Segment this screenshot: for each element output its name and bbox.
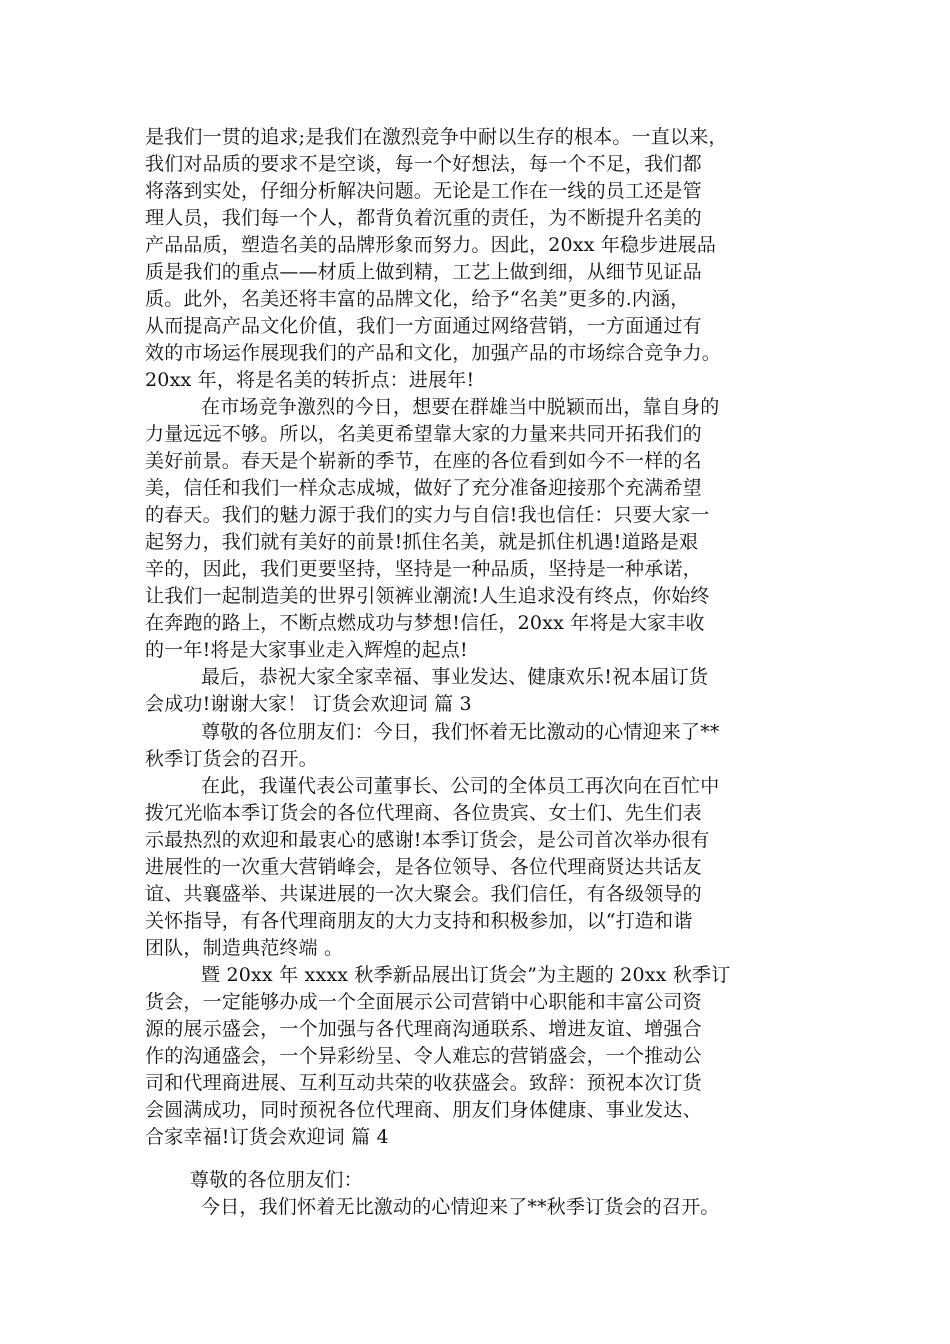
text-line: 最后，恭祝大家全家幸福、事业发达、健康欢乐!祝本届订货 — [201, 666, 709, 688]
text-block-3 — [145, 1167, 825, 1221]
text-line: 尊敬的各位朋友们：今日，我们怀着无比激动的心情迎来了** — [201, 721, 720, 743]
text-line: 货会，一定能够办成一个全面展示公司营销中心职能和丰富公司资 — [145, 991, 702, 1013]
text-line: 作的沟通盛会，一个异彩纷呈、令人难忘的营销盛会，一个推动公 — [145, 1045, 702, 1067]
text-line: 产品品质，塑造名美的品牌形象而努力。因此，20xx 年稳步进展品 — [145, 234, 717, 256]
text-line: 20xx 年，将是名美的转折点：进展年! — [145, 369, 475, 391]
text-line: 在此，我谨代表公司董事长、公司的全体员工再次向在百忙中 — [201, 775, 720, 797]
text-line: 今日，我们怀着无比激动的心情迎来了**秋季订货会的召开。 — [201, 1196, 720, 1218]
text-line: 进展性的一次重大营销峰会，是各位领导、各位代理商贤达共话友 — [145, 856, 702, 878]
text-line: 的春天。我们的魅力源于我们的实力与自信!我也信任：只要大家一 — [145, 504, 710, 526]
text-line: 起努力，我们就有美好的前景!抓住名美，就是抓住机遇!道路是艰 — [145, 531, 699, 553]
text-line: 尊敬的各位朋友们： — [190, 1169, 363, 1191]
text-line: 合家幸福!订货会欢迎词 篇 4 — [145, 1126, 389, 1148]
text-block-2 — [145, 719, 825, 1151]
text-line: 团队，制造典范终端 。 — [145, 937, 344, 959]
text-line: 暨 20xx 年 xxxx 秋季新品展出订货会”为主题的 20xx 秋季订 — [201, 964, 731, 986]
text-line: 效的市场运作展现我们的产品和文化，加强产品的市场综合竞争力。 — [145, 342, 722, 364]
text-line: 我们对品质的要求不是空谈，每一个好想法，每一个不足，我们都 — [145, 153, 702, 175]
text-line: 秋季订货会的召开。 — [145, 748, 318, 770]
text-line: 质是我们的重点——材质上做到精，工艺上做到细，从细节见证品 — [145, 261, 702, 283]
text-line: 会圆满成功，同时预祝各位代理商、朋友们身体健康、事业发达、 — [145, 1099, 702, 1121]
text-line: 美，信任和我们一样众志成城，做好了充分准备迎接那个充满希望 — [145, 477, 702, 499]
text-line: 力量远远不够。所以，名美更希望靠大家的力量来共同开拓我们的 — [145, 423, 702, 445]
text-line: 在奔跑的路上，不断点燃成功与梦想!信任，20xx 年将是大家丰收 — [145, 612, 705, 634]
text-line: 是我们一贯的追求;是我们在激烈竞争中耐以生存的根本。一直以来， — [145, 126, 728, 148]
text-block-1 — [145, 124, 825, 718]
text-line: 从而提高产品文化价值，我们一方面通过网络营销，一方面通过有 — [145, 315, 702, 337]
text-line: 关怀指导，有各代理商朋友的大力支持和积极参加，以“打造和谐 — [145, 910, 693, 932]
text-line: 在市场竞争激烈的今日，想要在群雄当中脱颖而出，靠自身的 — [201, 396, 720, 418]
text-line: 将落到实处，仔细分析解决问题。无论是工作在一线的员工还是管 — [145, 180, 702, 202]
text-line: 会成功!谢谢大家！ 订货会欢迎词 篇 3 — [145, 693, 472, 715]
text-line: 的一年!将是大家事业走入辉煌的起点! — [145, 639, 468, 661]
text-line: 让我们一起制造美的世界引领裤业潮流!人生追求没有终点，你始终 — [145, 585, 710, 607]
text-line: 源的展示盛会，一个加强与各代理商沟通联系、增进友谊、增强合 — [145, 1018, 702, 1040]
text-line: 理人员，我们每一个人，都背负着沉重的责任，为不断提升名美的 — [145, 207, 702, 229]
text-line: 谊、共襄盛举、共谋进展的一次大聚会。我们信任，有各级领导的 — [145, 883, 702, 905]
text-line: 司和代理商进展、互利互动共荣的收获盛会。致辞：预祝本次订货 — [145, 1072, 702, 1094]
text-line: 美好前景。春天是个崭新的季节，在座的各位看到如今不一样的名 — [145, 450, 702, 472]
text-line: 辛的，因此，我们更要坚持，坚持是一种品质，坚持是一种承诺， — [145, 558, 702, 580]
text-line: 示最热烈的欢迎和最衷心的感谢!本季订货会，是公司首次举办很有 — [145, 829, 710, 851]
text-line: 质。此外，名美还将丰富的品牌文化，给予“名美”更多的.内涵， — [145, 288, 690, 310]
text-line: 拨冗光临本季订货会的各位代理商、各位贵宾、女士们、先生们表 — [145, 802, 702, 824]
